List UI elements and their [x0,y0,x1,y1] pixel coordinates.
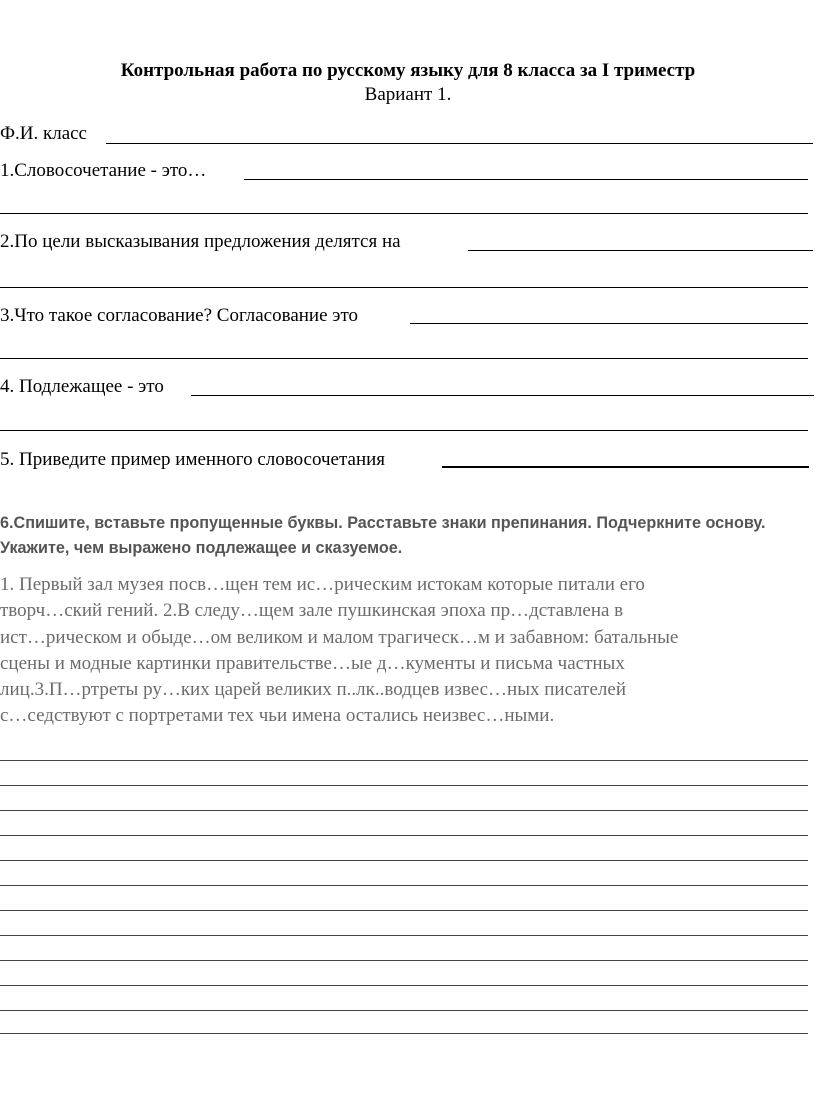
question-1-label: 1.Словосочетание - это… [0,160,207,181]
writing-line[interactable] [0,860,808,861]
question-3-answer-line-2[interactable] [0,358,808,359]
page-title: Контрольная работа по русскому языку для 8 класса за I триместр [120,60,696,81]
fio-label: Ф.И. класс [0,123,87,144]
task-6-instruction: 6.Спишите, вставьте пропущенные буквы. Расставьте знаки препинания. Подчеркните основу. Укажите, чем выражено подлежащее и сказуемое. [0,514,766,557]
question-4-label: 4. Подлежащее - это [0,376,164,397]
passage-line: ист…рическом и обыде…ом великом и малом трагическ…м и забавном: батальные [0,626,679,648]
writing-line[interactable] [0,835,808,836]
passage-line: сцены и модные картинки правительстве…ые д…кументы и письма частных [0,652,625,674]
question-3-label: 3.Что такое согласование? Согласование это [0,305,358,326]
question-4-answer-line[interactable] [191,395,814,396]
writing-line[interactable] [0,885,808,886]
question-3-answer-line[interactable] [410,323,808,324]
variant-label: Вариант 1. [364,84,452,105]
question-5-answer-line[interactable] [442,466,809,468]
question-5-label: 5. Приведите пример именного словосочетания [0,449,386,470]
question-1-answer-line-2[interactable] [0,213,808,214]
writing-line[interactable] [0,960,808,961]
question-2-answer-line-2[interactable] [0,287,808,288]
writing-line[interactable] [0,810,808,811]
question-2-label: 2.По цели высказывания предложения делятся на [0,231,401,252]
passage-line: лиц.3.П…ртреты ру…ких царей великих п..лк..водцев извес…ных писателей [0,679,626,701]
task-6-passage [0,572,812,730]
writing-line[interactable] [0,910,808,911]
writing-line[interactable] [0,935,808,936]
question-2-answer-line[interactable] [468,250,813,251]
question-4-answer-line-2[interactable] [0,430,808,431]
fio-answer-line[interactable] [106,143,813,144]
writing-line[interactable] [0,785,808,786]
writing-line[interactable] [0,760,808,761]
passage-line: творч…ский гений. 2.В следу…щем зале пушкинская эпоха пр…дставлена в [0,600,624,622]
passage-line: 1. Первый зал музея посв…щен тем ис…рическим истокам которые питали его [0,574,645,595]
writing-line[interactable] [0,1010,808,1011]
writing-line[interactable] [0,985,808,986]
question-1-answer-line[interactable] [244,179,808,180]
writing-line[interactable] [0,1033,808,1034]
passage-line: с…седствуют с портретами тех чьи имена остались неизвес…ными. [0,705,555,727]
